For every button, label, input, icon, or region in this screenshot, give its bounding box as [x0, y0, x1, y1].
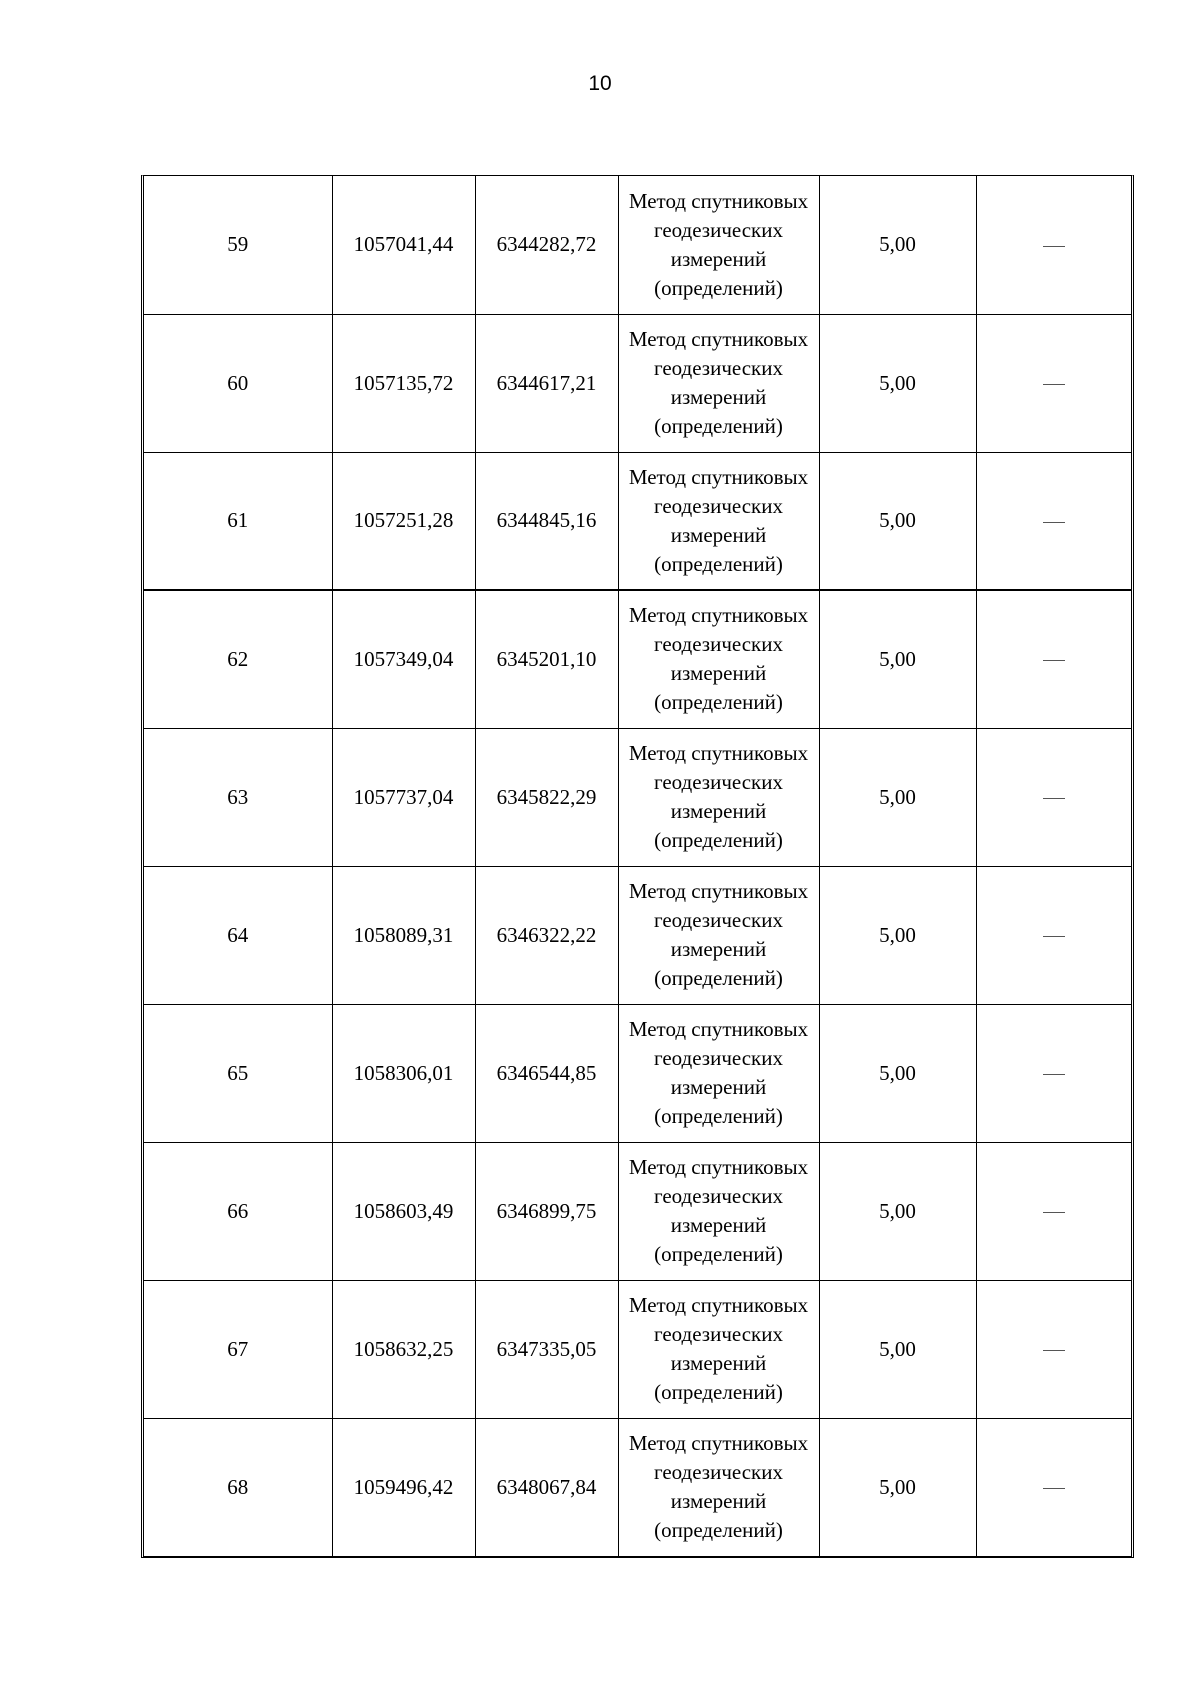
method-line: (определений)	[654, 1518, 783, 1543]
method-line: Метод спутниковых	[628, 327, 809, 351]
dash-mark	[1043, 1074, 1065, 1075]
table-row	[144, 1142, 1131, 1280]
description-cell	[976, 176, 1131, 314]
method-line: геодезических	[653, 908, 783, 932]
method-line: Метод спутниковых	[628, 741, 809, 765]
description-cell	[976, 1418, 1131, 1556]
dash-mark	[1043, 1212, 1065, 1213]
point-number-cell: 62	[144, 590, 332, 728]
method-line: Метод спутниковых	[628, 1431, 809, 1456]
y-coordinate-cell: 6346544,85	[475, 1004, 618, 1142]
dash-mark	[1043, 1350, 1065, 1351]
method-line: геодезических	[653, 217, 783, 242]
description-cell	[976, 1142, 1131, 1280]
x-coordinate-cell: 1057349,04	[332, 590, 475, 728]
method-cell	[618, 1142, 819, 1280]
x-coordinate-cell: 1058306,01	[332, 1004, 475, 1142]
method-line: (определений)	[654, 551, 783, 576]
y-coordinate-cell: 6345822,29	[475, 728, 618, 866]
accuracy-cell: 5,00	[819, 1142, 976, 1280]
y-coordinate-cell: 6344845,16	[475, 452, 618, 590]
description-cell	[976, 314, 1131, 452]
description-cell	[976, 1280, 1131, 1418]
dash-mark	[1043, 936, 1065, 937]
method-line: измерений	[670, 1075, 767, 1099]
y-coordinate-cell: 6344282,72	[475, 176, 618, 314]
point-number-cell: 60	[144, 314, 332, 452]
description-cell	[976, 866, 1131, 1004]
method-line: (определений)	[654, 828, 783, 852]
x-coordinate-cell: 1058603,49	[332, 1142, 475, 1280]
method-line: измерений	[670, 1351, 767, 1375]
y-coordinate-cell: 6346322,22	[475, 866, 618, 1004]
y-coordinate-cell: 6346899,75	[475, 1142, 618, 1280]
method-line: (определений)	[654, 1242, 783, 1266]
method-line: измерений	[670, 246, 767, 271]
accuracy-cell: 5,00	[819, 1280, 976, 1418]
accuracy-cell: 5,00	[819, 1418, 976, 1556]
method-line: (определений)	[654, 414, 783, 438]
description-cell	[976, 452, 1131, 590]
point-number-cell: 68	[144, 1418, 332, 1556]
accuracy-cell: 5,00	[819, 1004, 976, 1142]
dash-mark	[1043, 384, 1065, 385]
method-line: измерений	[670, 385, 767, 409]
x-coordinate-cell: 1058089,31	[332, 866, 475, 1004]
method-line: Метод спутниковых	[628, 1155, 809, 1179]
point-number-cell: 65	[144, 1004, 332, 1142]
method-line: геодезических	[653, 493, 783, 518]
accuracy-cell: 5,00	[819, 866, 976, 1004]
y-coordinate-cell: 6348067,84	[475, 1418, 618, 1556]
method-line: (определений)	[654, 275, 783, 300]
dash-mark	[1043, 798, 1065, 799]
method-cell	[618, 176, 819, 314]
y-coordinate-cell: 6344617,21	[475, 314, 618, 452]
table-row	[144, 1004, 1131, 1142]
point-number-cell: 63	[144, 728, 332, 866]
method-line: геодезических	[653, 1322, 783, 1346]
x-coordinate-cell: 1057737,04	[332, 728, 475, 866]
method-line: геодезических	[653, 356, 783, 380]
method-line: геодезических	[653, 1460, 783, 1485]
y-coordinate-cell: 6347335,05	[475, 1280, 618, 1418]
page-number: 10	[588, 72, 612, 95]
dash-mark	[1043, 660, 1065, 661]
table-row	[144, 728, 1131, 866]
method-line: (определений)	[654, 690, 783, 715]
method-cell	[618, 1280, 819, 1418]
table-row	[144, 1280, 1131, 1418]
method-line: Метод спутниковых	[628, 188, 809, 213]
method-line: Метод спутниковых	[628, 464, 809, 489]
x-coordinate-cell: 1057135,72	[332, 314, 475, 452]
accuracy-cell: 5,00	[819, 728, 976, 866]
method-line: Метод спутниковых	[628, 1017, 809, 1041]
method-line: измерений	[670, 937, 767, 961]
method-cell	[618, 1004, 819, 1142]
description-cell	[976, 1004, 1131, 1142]
accuracy-cell: 5,00	[819, 314, 976, 452]
accuracy-cell: 5,00	[819, 176, 976, 314]
dash-mark	[1043, 246, 1065, 247]
method-line: измерений	[670, 1213, 767, 1237]
y-coordinate-cell: 6345201,10	[475, 590, 618, 728]
table-row	[144, 452, 1131, 590]
dash-mark	[1043, 522, 1065, 523]
method-line: геодезических	[653, 1046, 783, 1070]
point-number-cell: 59	[144, 176, 332, 314]
method-line: геодезических	[653, 770, 783, 794]
method-line: (определений)	[654, 1380, 783, 1404]
description-cell	[976, 728, 1131, 866]
method-cell	[618, 728, 819, 866]
table-row	[144, 176, 1131, 314]
accuracy-cell: 5,00	[819, 590, 976, 728]
method-line: (определений)	[654, 1104, 783, 1128]
table-row	[144, 590, 1131, 728]
point-number-cell: 67	[144, 1280, 332, 1418]
method-line: измерений	[670, 1489, 767, 1514]
dash-mark	[1043, 1488, 1065, 1489]
method-line: (определений)	[654, 966, 783, 990]
point-number-cell: 64	[144, 866, 332, 1004]
method-line: геодезических	[653, 1184, 783, 1208]
x-coordinate-cell: 1057041,44	[332, 176, 475, 314]
method-line: Метод спутниковых	[628, 603, 809, 628]
x-coordinate-cell: 1058632,25	[332, 1280, 475, 1418]
method-cell	[618, 452, 819, 590]
method-cell	[618, 590, 819, 728]
method-line: измерений	[670, 799, 767, 823]
method-line: геодезических	[653, 632, 783, 657]
method-cell	[618, 866, 819, 1004]
coordinates-table-frame	[141, 175, 1134, 1558]
method-line: Метод спутниковых	[628, 879, 809, 903]
method-line: измерений	[670, 661, 767, 686]
table-row	[144, 866, 1131, 1004]
point-number-cell: 61	[144, 452, 332, 590]
accuracy-cell: 5,00	[819, 452, 976, 590]
table-row	[144, 1418, 1131, 1556]
x-coordinate-cell: 1059496,42	[332, 1418, 475, 1556]
method-cell	[618, 1418, 819, 1556]
coordinates-table	[144, 176, 1131, 1556]
description-cell	[976, 590, 1131, 728]
table-row	[144, 314, 1131, 452]
x-coordinate-cell: 1057251,28	[332, 452, 475, 590]
method-line: Метод спутниковых	[628, 1293, 809, 1317]
point-number-cell: 66	[144, 1142, 332, 1280]
method-cell	[618, 314, 819, 452]
method-line: измерений	[670, 522, 767, 547]
